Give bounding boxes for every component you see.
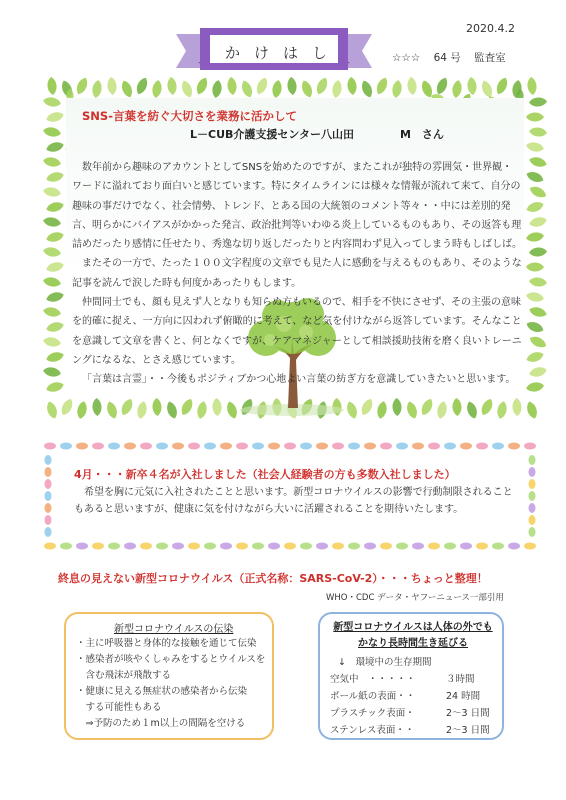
sns-paragraph: 仲間同士でも、顔も見えず人となりも知らぬ方もいるので、相手を不快にさせず、その主張の意味を的確に捉え、一方向に囚われず俯瞰的に考えて、など気を付けながら返答しています。そんなことを意識して文章を書くと、何となくですが、ケアマネジャーとして相談援助技術を磨く良いトレーニングになるな、とさえ感じています。 [72,297,522,366]
issue-date: 2020.4.2 [466,22,515,35]
sns-article-body [72,158,522,390]
issue-stars: ☆☆☆ [392,52,421,64]
corona-source: WHO・CDC データ・ヤフーニュース一部引用 [326,593,504,603]
new-staff-title: 4月・・・新卒４名が入社しました（社会人経験者の方も多数入社しました） [74,468,456,481]
sns-article-author [190,126,444,142]
issue-number: 64 号 [433,52,461,64]
survival-time: 2～3 日間 [446,725,490,736]
infection-item: ・感染者が咳やくしゃみをするとウイルスを [76,654,266,665]
infection-list [76,636,272,732]
survival-card-title [326,620,500,652]
survival-place: ステンレス表面・・ [330,725,415,736]
infection-item: ・健康に見える無症状の感染者から伝染 [76,686,248,697]
new-staff-paragraph: 希望を胸に元気に入社されたことと思います。新型コロナウイルスの影響で行動制限されることもあると思いますが、健康に気を付けながら大いに活躍されることを期待いたします。 [74,487,513,515]
survival-time: 24 時間 [446,691,481,702]
author-org: L－CUB介護支援センター八山田 [190,128,354,141]
infection-card-title: 新型コロナウイルスの伝染 [114,624,234,635]
survival-place: プラスチック表面・ [330,708,415,719]
infection-item: ・主に呼吸器と身体的な接触を通じて伝染 [76,638,257,649]
survival-title-line: かなり長時間生き延びる [358,638,468,649]
survival-row [330,705,502,722]
survival-subtitle: ↓ 環境中の生存期間 [338,657,432,668]
issue-info [392,50,516,65]
infection-item: する可能性もある [76,702,162,713]
sns-article-title: SNS-言葉を紡ぐ大切さを業務に活かして [82,109,297,123]
survival-time: ３時間 [446,674,475,685]
survival-time: 2～3 日間 [446,708,490,719]
sns-paragraph: 「言葉は言霊」・・今後もポジティブかつ心地よい言葉の紡ぎ方を意識していきたいと思います。 [82,374,516,386]
issue-department: 監査室 [474,52,506,64]
survival-place: ボール紙の表面・・ [330,691,416,702]
survival-place: 空気中 ・・・・・ [330,674,416,685]
new-staff-body [74,484,518,518]
survival-row [330,722,502,739]
sns-paragraph: またその一方で、たった１００文字程度の文章でも見た人に感動を与えるものもあり、そのような記事を読んで涙した時も何度かあったりもします。 [72,258,522,289]
survival-row [330,688,502,705]
infection-item: 含む飛沫が飛散する [76,670,172,681]
survival-list [330,654,502,739]
infection-item: ⇒予防のため１m以上の間隔を空ける [76,718,246,729]
author-name: M さん [399,128,444,141]
survival-title-line: 新型コロナウイルスは人体の外でも [333,622,493,633]
sns-paragraph: 数年前から趣味のアカウントとしてSNSを始めたのですが、またこれが独特の雰囲気・世界観・ワードに溢れており面白いと感じています。特にタイムラインには様々な情報が流れて来て、自分の趣味の事だけでなく、社会情勢、トレンド、とある国の大統領のコメント等々・・中には差別的発言、明らかにバイアスがかかった発言、政治批判等いわゆる炎上しているものもあり、その返答も理詰めだったり感情に任せたり、秀逸な切り返しだったりと内容問わず見入ってしまう時もしばしば。 [72,162,522,251]
corona-section-title: 終息の見えない新型コロナウイルス（正式名称：SARS-CoV-2）・・・ちょっと整理！ [58,572,488,585]
newsletter-title: かけはし [224,44,341,62]
survival-row [330,671,502,688]
